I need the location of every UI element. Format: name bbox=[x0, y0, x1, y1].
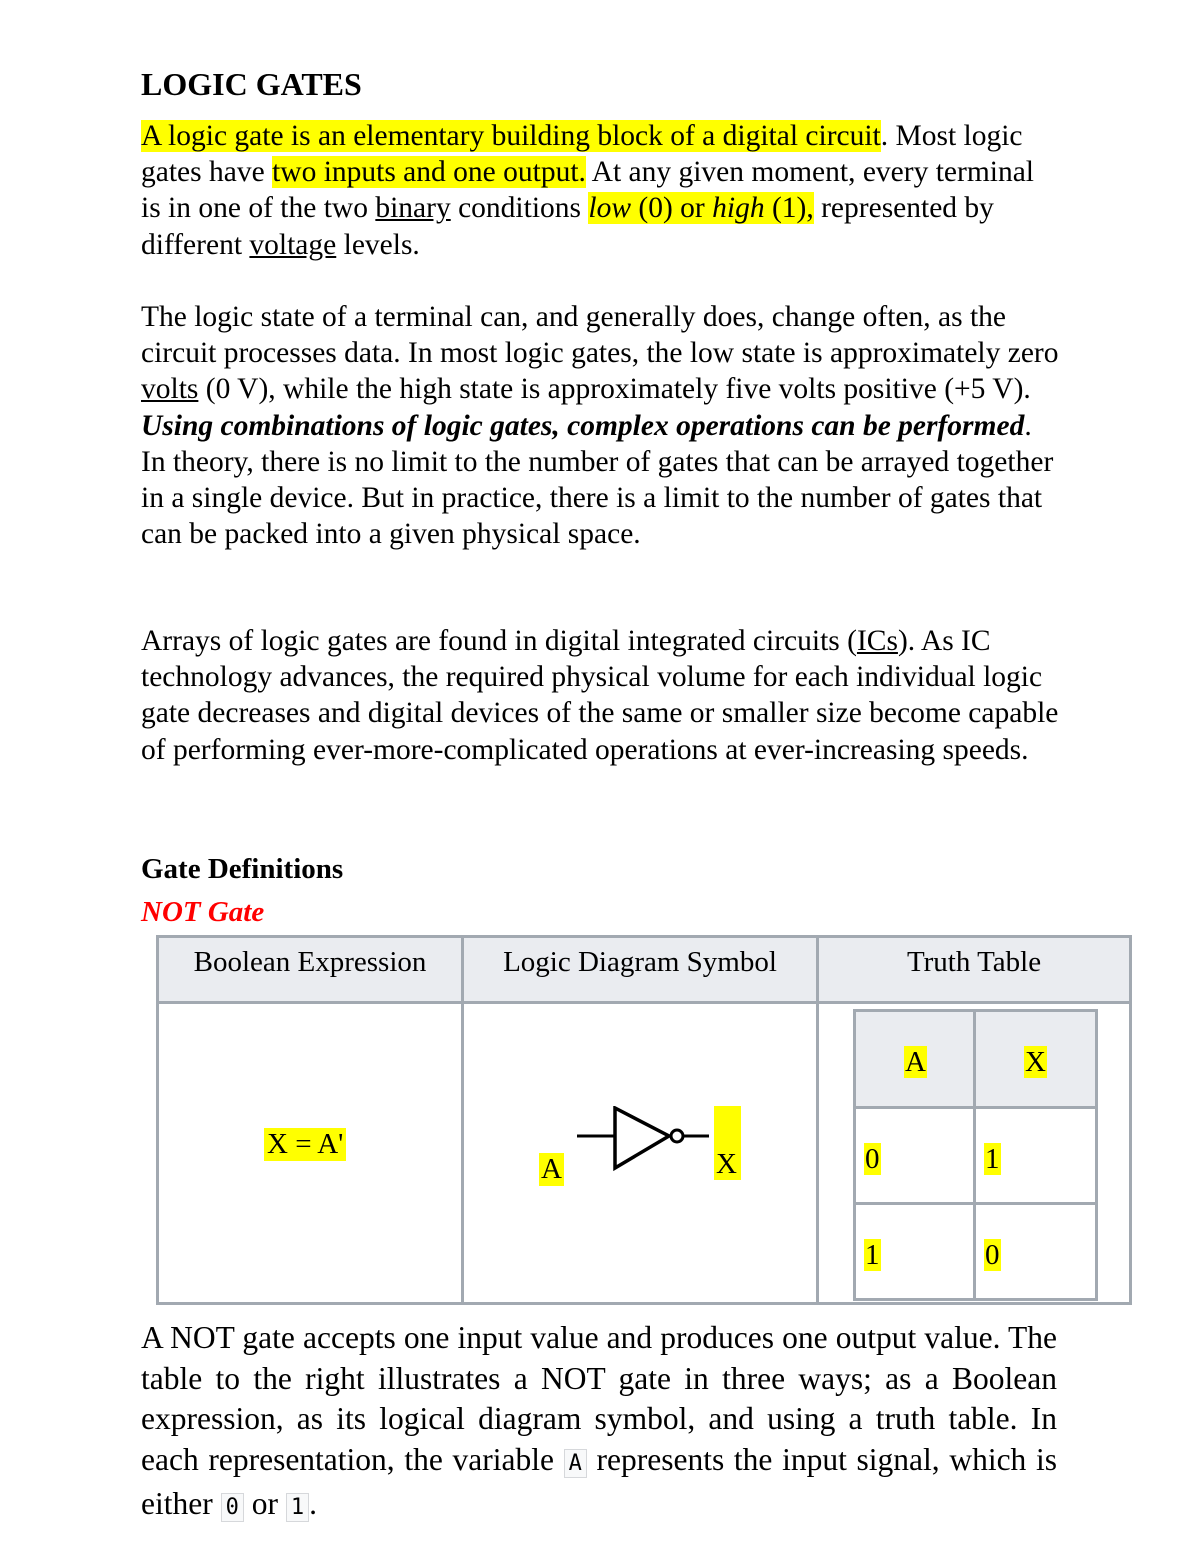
header-boolean-expression: Boolean Expression bbox=[193, 946, 427, 978]
text-span: . bbox=[309, 1486, 317, 1521]
state-paragraph bbox=[141, 299, 1061, 552]
table-cell: 0 bbox=[985, 1239, 1000, 1271]
column-divider bbox=[816, 938, 819, 1302]
code-variable-a: A bbox=[564, 1449, 587, 1478]
text-span: . In theory, there is no limit to the number of gates that can be arrayed together in a single device. But in practice, there is a limit to the number of gates that can be packed into a given physical space. bbox=[141, 409, 1054, 551]
ic-paragraph bbox=[141, 623, 1061, 768]
low-term: low bbox=[588, 192, 632, 225]
not-gate-description bbox=[141, 1318, 1057, 1529]
boolean-expression: X = A' bbox=[264, 1128, 346, 1161]
text-span: ). As IC technology advances, the required physical volume for each individual logic gate decreases and digital devices of the same or smaller size become capable of performing ever-more-complicated operations at ever-increasing speeds. bbox=[141, 625, 1059, 766]
section-heading: Gate Definitions bbox=[141, 853, 344, 885]
text-span: At any given moment, every terminal is in one of the two bbox=[141, 156, 1035, 225]
binary-link[interactable]: binary bbox=[375, 192, 451, 225]
text-span: (0 V), while the high state is approximately five volts positive (+5 V). bbox=[198, 373, 1031, 406]
symbol-output-label bbox=[714, 1106, 741, 1180]
gate-definition-table bbox=[156, 935, 1132, 1305]
volts-link[interactable]: volts bbox=[141, 373, 199, 406]
text-span: (1), bbox=[764, 192, 814, 225]
highlighted-states bbox=[588, 192, 813, 224]
emphasis-text: Using combinations of logic gates, complex operations can be performed bbox=[141, 409, 1025, 442]
table-cell: 1 bbox=[985, 1143, 1000, 1175]
text-span: represents the input signal, which is either bbox=[141, 1441, 1057, 1521]
text-span: represented by different bbox=[141, 192, 994, 261]
column-divider bbox=[461, 938, 464, 1302]
truth-table-divider bbox=[856, 1106, 1095, 1109]
output-text: X bbox=[716, 1148, 737, 1180]
table-cell: 1 bbox=[865, 1239, 880, 1271]
highlighted-definition: A logic gate is an elementary building block of a digital circuit bbox=[141, 120, 881, 152]
intro-paragraph bbox=[141, 118, 1061, 263]
not-gate-icon bbox=[569, 1106, 717, 1176]
truth-table-divider bbox=[856, 1202, 1095, 1205]
gate-title: NOT Gate bbox=[141, 896, 265, 928]
text-span: levels. bbox=[336, 228, 420, 261]
text-span: A NOT gate accepts one input value and produces one output value. The table to the right illustrates a NOT gate in three ways; as a Boolean expression, as its logical diagram symbol, and using a truth table. In each representation, the variable bbox=[141, 1320, 1057, 1477]
header-logic-diagram: Logic Diagram Symbol bbox=[503, 946, 777, 978]
text-span: Arrays of logic gates are found in digital integrated circuits ( bbox=[141, 625, 857, 657]
truth-table-divider bbox=[973, 1012, 976, 1298]
code-value-0: 0 bbox=[221, 1493, 244, 1522]
symbol-input-label: A bbox=[541, 1153, 562, 1185]
text-span: The logic state of a terminal can, and generally does, change often, as the circuit processes data. In most logic gates, the low state is approximately zero bbox=[141, 301, 1059, 370]
code-value-1: 1 bbox=[286, 1493, 309, 1522]
ics-link[interactable]: ICs bbox=[856, 625, 898, 657]
page-title: LOGIC GATES bbox=[141, 66, 362, 102]
high-term: high bbox=[712, 192, 765, 225]
truth-header-x: X bbox=[1025, 1046, 1046, 1078]
text-span: or bbox=[243, 1486, 286, 1521]
truth-table bbox=[853, 1009, 1098, 1301]
truth-header-a: A bbox=[905, 1046, 926, 1078]
text-span: (0) or bbox=[631, 192, 713, 225]
table-cell: 0 bbox=[865, 1143, 880, 1175]
text-span: conditions bbox=[450, 192, 589, 225]
voltage-link[interactable]: voltage bbox=[249, 228, 337, 261]
text-span: . Most logic gates have bbox=[141, 120, 1023, 189]
header-truth-table: Truth Table bbox=[906, 946, 1042, 978]
highlighted-io: two inputs and one output. bbox=[272, 156, 586, 189]
